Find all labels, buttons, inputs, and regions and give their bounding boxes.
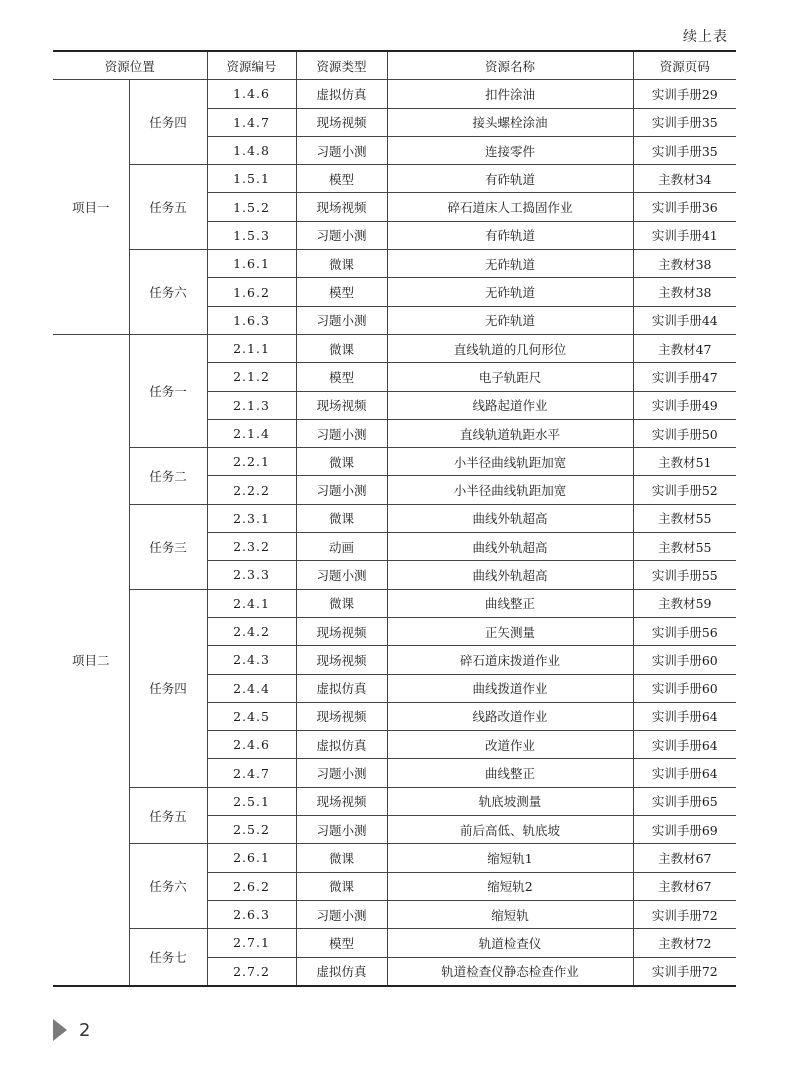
resource-type-cell: 现场视频 [296,391,387,419]
task-cell: 任务四 [129,80,207,165]
resource-name-cell: 曲线外轨超高 [387,533,633,561]
resource-page-cell: 主教材38 [633,278,736,306]
table-row [53,504,736,532]
table-row [53,334,736,362]
resource-code-cell: 2.7.2 [207,957,296,986]
resource-name-cell: 无砟轨道 [387,306,633,334]
resource-type-cell: 习题小测 [296,476,387,504]
resource-page-cell: 主教材67 [633,844,736,872]
table-row [53,929,736,957]
resource-page-cell: 实训手册35 [633,136,736,164]
header-page: 资源页码 [633,51,736,80]
resource-name-cell: 线路起道作业 [387,391,633,419]
resource-type-cell: 微课 [296,334,387,362]
resource-type-cell: 现场视频 [296,702,387,730]
resource-code-cell: 1.6.1 [207,250,296,278]
task-cell: 任务二 [129,448,207,505]
resource-code-cell: 1.5.3 [207,221,296,249]
resource-name-cell: 电子轨距尺 [387,363,633,391]
header-location: 资源位置 [53,51,207,80]
resource-page-cell: 主教材34 [633,165,736,193]
resource-page-cell: 实训手册56 [633,617,736,645]
resource-code-cell: 1.5.2 [207,193,296,221]
resource-type-cell: 虚拟仿真 [296,80,387,108]
task-cell: 任务六 [129,844,207,929]
resource-page-cell: 实训手册64 [633,759,736,787]
resource-page-cell: 主教材55 [633,533,736,561]
resource-name-cell: 缩短轨1 [387,844,633,872]
task-cell: 任务六 [129,250,207,335]
resource-name-cell: 曲线整正 [387,589,633,617]
resource-name-cell: 缩短轨 [387,900,633,928]
table-row [53,589,736,617]
resource-type-cell: 微课 [296,504,387,532]
resource-page-cell: 实训手册69 [633,816,736,844]
resource-type-cell: 微课 [296,250,387,278]
resource-type-cell: 习题小测 [296,419,387,447]
resource-page-cell: 主教材59 [633,589,736,617]
resource-name-cell: 碎石道床人工捣固作业 [387,193,633,221]
resource-name-cell: 曲线外轨超高 [387,561,633,589]
resource-code-cell: 2.4.2 [207,617,296,645]
resource-type-cell: 习题小测 [296,306,387,334]
table-header-row [53,51,736,80]
resource-code-cell: 2.6.1 [207,844,296,872]
resource-page-cell: 实训手册44 [633,306,736,334]
resource-name-cell: 连接零件 [387,136,633,164]
table-row [53,787,736,815]
resource-name-cell: 曲线整正 [387,759,633,787]
resource-code-cell: 2.3.3 [207,561,296,589]
table-row [53,448,736,476]
resource-name-cell: 曲线拨道作业 [387,674,633,702]
resource-type-cell: 现场视频 [296,646,387,674]
resource-page-cell: 实训手册60 [633,674,736,702]
page-footer [53,1019,90,1041]
resource-code-cell: 2.4.1 [207,589,296,617]
resource-page-cell: 实训手册50 [633,419,736,447]
page-arrow-icon [53,1019,67,1041]
resource-code-cell: 2.4.7 [207,759,296,787]
resource-page-cell: 主教材72 [633,929,736,957]
resource-page-cell: 实训手册47 [633,363,736,391]
page-number: 2 [79,1019,91,1041]
task-cell: 任务一 [129,334,207,447]
header-code: 资源编号 [207,51,296,80]
resource-code-cell: 1.4.8 [207,136,296,164]
table-row [53,80,736,108]
resource-code-cell: 2.1.3 [207,391,296,419]
resource-name-cell: 有砟轨道 [387,165,633,193]
resource-code-cell: 2.1.2 [207,363,296,391]
resource-page-cell: 实训手册36 [633,193,736,221]
resource-code-cell: 1.4.7 [207,108,296,136]
resource-page-cell: 实训手册72 [633,957,736,986]
resource-code-cell: 1.5.1 [207,165,296,193]
resource-type-cell: 习题小测 [296,900,387,928]
task-cell: 任务五 [129,165,207,250]
task-cell: 任务五 [129,787,207,844]
resource-type-cell: 习题小测 [296,561,387,589]
table-row [53,250,736,278]
resource-name-cell: 轨底坡测量 [387,787,633,815]
resource-name-cell: 正矢测量 [387,617,633,645]
resource-type-cell: 微课 [296,872,387,900]
resource-name-cell: 轨道检查仪 [387,929,633,957]
resource-name-cell: 碎石道床拨道作业 [387,646,633,674]
resource-page-cell: 实训手册29 [633,80,736,108]
resource-page-cell: 主教材55 [633,504,736,532]
resource-page-cell: 实训手册64 [633,702,736,730]
resource-code-cell: 1.4.6 [207,80,296,108]
resource-name-cell: 前后高低、轨底坡 [387,816,633,844]
resource-code-cell: 2.5.2 [207,816,296,844]
resource-type-cell: 现场视频 [296,108,387,136]
resource-code-cell: 2.1.1 [207,334,296,362]
resource-page-cell: 实训手册64 [633,731,736,759]
resource-page-cell: 主教材67 [633,872,736,900]
resource-code-cell: 2.7.1 [207,929,296,957]
resource-type-cell: 习题小测 [296,221,387,249]
resource-name-cell: 直线轨道轨距水平 [387,419,633,447]
resource-name-cell: 有砟轨道 [387,221,633,249]
table-body [53,80,736,986]
resource-name-cell: 改道作业 [387,731,633,759]
resource-name-cell: 无砟轨道 [387,278,633,306]
resource-name-cell: 扣件涂油 [387,80,633,108]
resource-page-cell: 实训手册60 [633,646,736,674]
resource-code-cell: 2.4.5 [207,702,296,730]
project-cell: 项目二 [53,334,129,985]
resource-code-cell: 2.5.1 [207,787,296,815]
resource-code-cell: 2.2.2 [207,476,296,504]
task-cell: 任务七 [129,929,207,986]
resource-page-cell: 主教材38 [633,250,736,278]
resource-type-cell: 模型 [296,929,387,957]
resource-type-cell: 虚拟仿真 [296,957,387,986]
task-cell: 任务三 [129,504,207,589]
resource-name-cell: 线路改道作业 [387,702,633,730]
resource-name-cell: 无砟轨道 [387,250,633,278]
resource-name-cell: 接头螺栓涂油 [387,108,633,136]
resource-page-cell: 实训手册35 [633,108,736,136]
resource-name-cell: 直线轨道的几何形位 [387,334,633,362]
resource-type-cell: 微课 [296,844,387,872]
resource-page-cell: 实训手册41 [633,221,736,249]
resource-type-cell: 模型 [296,363,387,391]
resource-type-cell: 微课 [296,589,387,617]
resource-page-cell: 实训手册52 [633,476,736,504]
resource-type-cell: 现场视频 [296,787,387,815]
project-cell: 项目一 [53,80,129,335]
resource-name-cell: 曲线外轨超高 [387,504,633,532]
resource-code-cell: 2.6.3 [207,900,296,928]
resource-code-cell: 2.4.3 [207,646,296,674]
resource-code-cell: 2.4.6 [207,731,296,759]
resource-page-cell: 主教材51 [633,448,736,476]
resource-type-cell: 虚拟仿真 [296,731,387,759]
task-cell: 任务四 [129,589,207,787]
resource-code-cell: 2.4.4 [207,674,296,702]
resource-code-cell: 1.6.2 [207,278,296,306]
resource-type-cell: 微课 [296,448,387,476]
resource-page-cell: 主教材47 [633,334,736,362]
resource-page-cell: 实训手册72 [633,900,736,928]
resource-code-cell: 2.1.4 [207,419,296,447]
resource-name-cell: 轨道检查仪静态检查作业 [387,957,633,986]
resource-type-cell: 习题小测 [296,816,387,844]
resource-page-cell: 实训手册49 [633,391,736,419]
resource-type-cell: 习题小测 [296,759,387,787]
resource-code-cell: 1.6.3 [207,306,296,334]
resource-code-cell: 2.3.1 [207,504,296,532]
resource-type-cell: 现场视频 [296,193,387,221]
resource-type-cell: 习题小测 [296,136,387,164]
table-caption: 续上表 [683,29,728,45]
resource-type-cell: 模型 [296,278,387,306]
resource-page-cell: 实训手册65 [633,787,736,815]
resource-code-cell: 2.3.2 [207,533,296,561]
resource-type-cell: 模型 [296,165,387,193]
resource-type-cell: 动画 [296,533,387,561]
resource-name-cell: 小半径曲线轨距加宽 [387,476,633,504]
table-row [53,844,736,872]
resource-table [53,50,736,987]
resource-code-cell: 2.2.1 [207,448,296,476]
resource-type-cell: 虚拟仿真 [296,674,387,702]
resource-code-cell: 2.6.2 [207,872,296,900]
resource-type-cell: 现场视频 [296,617,387,645]
resource-page-cell: 实训手册55 [633,561,736,589]
table-row [53,165,736,193]
header-type: 资源类型 [296,51,387,80]
header-name: 资源名称 [387,51,633,80]
resource-name-cell: 缩短轨2 [387,872,633,900]
resource-name-cell: 小半径曲线轨距加宽 [387,448,633,476]
